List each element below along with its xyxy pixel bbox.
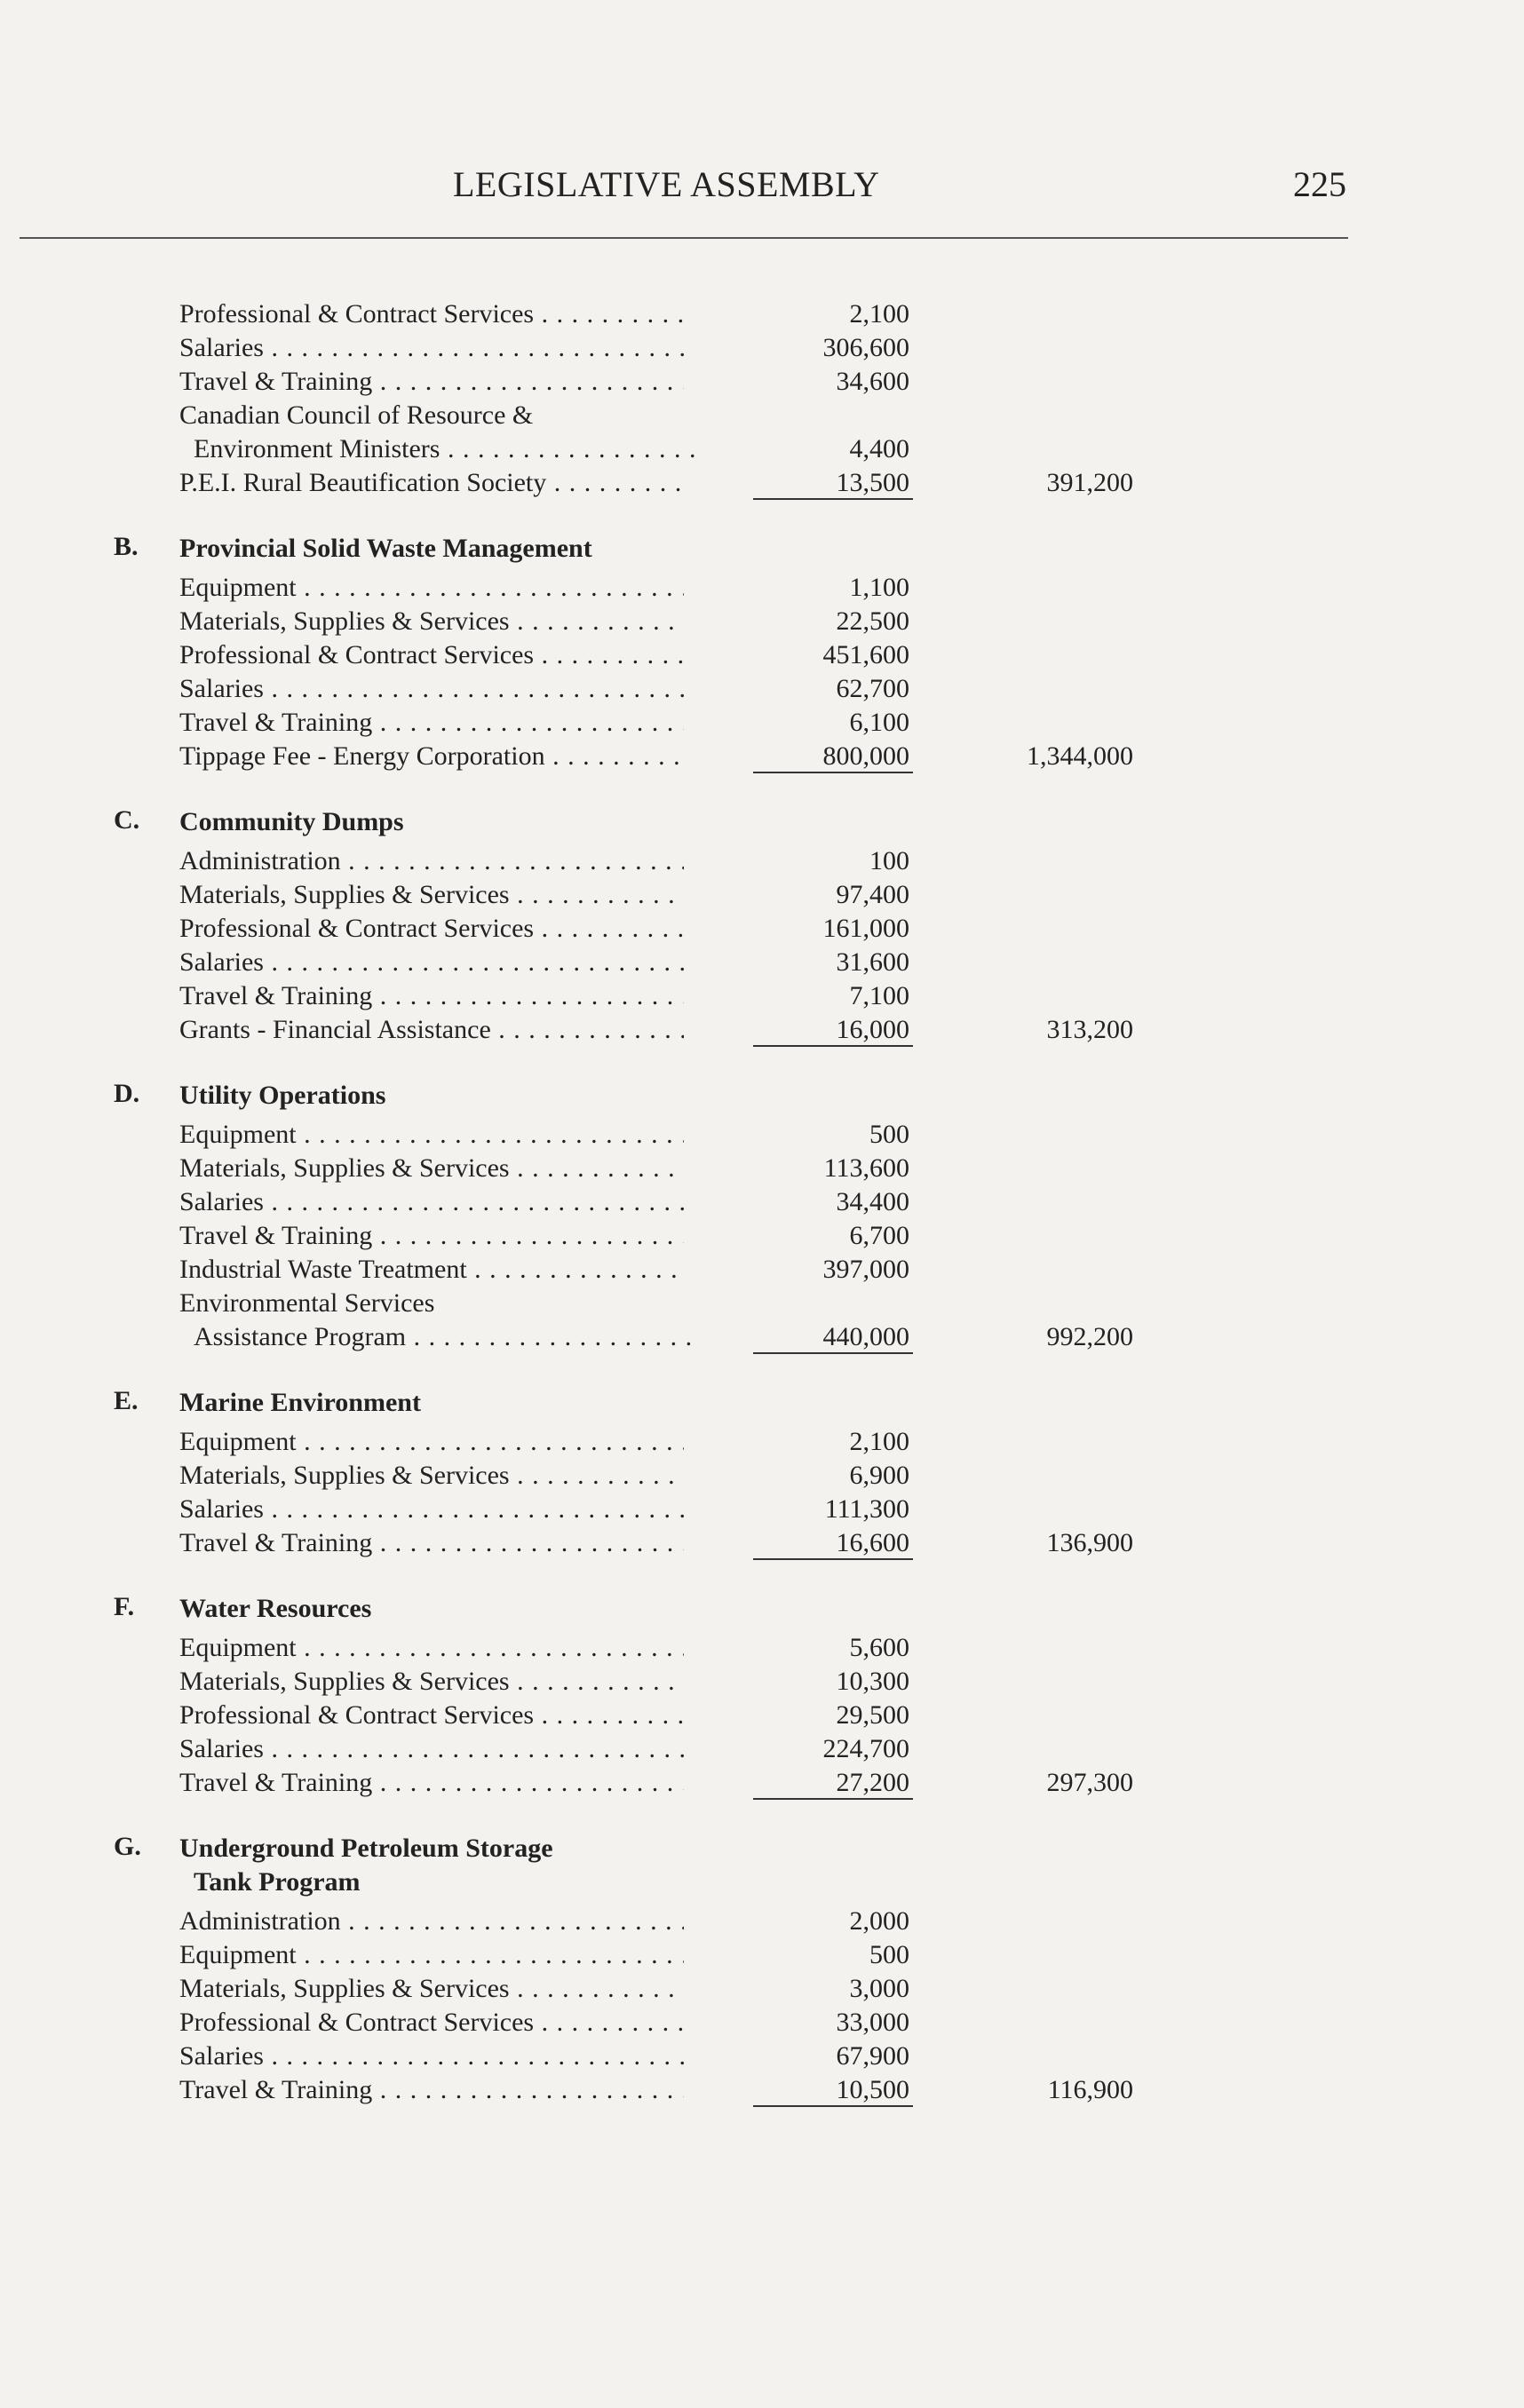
line-item [0,979,1524,1013]
budget-section [0,1386,1524,1592]
line-item [0,365,1524,399]
line-item [0,1493,1524,1526]
section-letter: D. [114,1079,140,1108]
line-item-label: Environment Ministers . . . [194,432,698,466]
section-heading [0,1386,1524,1420]
budget-section [0,1592,1524,1832]
line-item-amount: 7,100 [849,981,909,1010]
line-item-label: Materials, Supplies & Services . . . [179,1459,684,1493]
line-item [0,1219,1524,1253]
line-item-amount: 34,400 [836,1187,909,1216]
line-item [0,1152,1524,1185]
line-item [0,331,1524,365]
line-item [0,1118,1524,1152]
line-item-amount: 29,500 [836,1700,909,1730]
line-item-label: Travel & Training . . . [179,1766,684,1800]
line-item-amount: 224,700 [822,1734,909,1763]
line-item-label: Professional & Contract Services . . . [179,912,684,946]
section-title: Community Dumps [179,807,404,836]
line-item-amount: 27,200 [836,1768,909,1797]
line-item-label: Administration . . . [179,844,684,878]
line-item-amount: 13,500 [836,468,909,497]
line-item-amount: 800,000 [822,741,909,771]
line-item-label: Materials, Supplies & Services . . . [179,1972,684,2006]
line-item [0,1013,1524,1047]
line-item-amount: 6,100 [849,708,909,737]
line-item [0,2040,1524,2073]
line-item-label: Travel & Training . . . [179,1219,684,1253]
line-item [0,638,1524,672]
section-heading [0,1592,1524,1626]
line-item-amount: 440,000 [822,1322,909,1351]
line-item-label: Canadian Council of Resource & [179,400,534,430]
line-item-amount: 113,600 [823,1153,909,1183]
section-heading [0,1832,1524,1865]
section-total: 992,200 [1046,1322,1133,1351]
line-item [0,571,1524,605]
line-item-label: Environmental Services [179,1288,435,1318]
budget-section [0,805,1524,1079]
subtotal-rule [753,1558,913,1560]
line-item [0,1732,1524,1766]
line-item [0,706,1524,740]
line-item [0,1766,1524,1800]
line-item-label: Materials, Supplies & Services . . . [179,878,684,912]
budget-section [0,532,1524,805]
line-item-label: Equipment . . . [179,1631,684,1665]
line-item [0,912,1524,946]
line-item-label: Salaries . . . [179,946,684,979]
line-item-amount: 161,000 [822,914,909,943]
section-title-line2: Tank Program [194,1867,361,1897]
section-letter: C. [114,805,140,835]
section-letter: E. [114,1386,139,1415]
line-item-amount: 10,500 [836,2075,909,2104]
line-item-label: Professional & Contract Services . . . [179,638,684,672]
line-item-label: Materials, Supplies & Services . . . [179,1152,684,1185]
line-item [0,2006,1524,2040]
line-item-amount: 2,100 [849,1427,909,1456]
line-item-label: Salaries . . . [179,1732,684,1766]
line-item [0,1699,1524,1732]
line-item-label: Salaries . . . [179,1185,684,1219]
line-item-label: Equipment . . . [179,1425,684,1459]
section-letter: B. [114,532,139,561]
line-item-label: Grants - Financial Assistance . . . [179,1013,684,1047]
line-item-amount: 31,600 [836,947,909,977]
line-item [0,432,1524,466]
line-item [0,1938,1524,1972]
section-total: 313,200 [1046,1015,1133,1044]
section-letter: F. [114,1592,135,1621]
line-item [0,740,1524,773]
line-item-amount: 33,000 [836,2008,909,2037]
line-item-amount: 397,000 [822,1255,909,1284]
line-item [0,605,1524,638]
line-item-label: Travel & Training . . . [179,1526,684,1560]
section-title: Water Resources [179,1594,372,1623]
line-item-label: Equipment . . . [179,571,684,605]
line-item [0,1425,1524,1459]
header-rule [20,237,1348,239]
line-item-amount: 306,600 [822,333,909,362]
line-item [0,1526,1524,1560]
line-item-amount: 16,600 [836,1528,909,1557]
budget-listing [0,297,1524,2139]
subtotal-rule [753,772,913,773]
section-title: Marine Environment [179,1388,421,1417]
line-item-label: Administration . . . [179,1905,684,1938]
line-item [0,946,1524,979]
line-item-amount: 97,400 [836,880,909,909]
line-item-amount: 3,000 [849,1974,909,2003]
line-item-label: P.E.I. Rural Beautification Society . . . [179,466,684,500]
section-heading [0,1079,1524,1113]
line-item-amount: 2,000 [849,1906,909,1936]
line-item-label: Travel & Training . . . [179,2073,684,2107]
line-item-label: Tippage Fee - Energy Corporation . . . [179,740,684,773]
line-item [0,844,1524,878]
line-item [0,1905,1524,1938]
line-item [0,1320,1524,1354]
section-title: Provincial Solid Waste Management [179,534,592,563]
line-item-amount: 500 [869,1940,909,1969]
subtotal-rule [753,498,913,500]
subtotal-rule [753,1352,913,1354]
section-total: 116,900 [1047,2075,1133,2104]
line-item-amount: 22,500 [836,606,909,636]
line-item-amount: 4,400 [849,434,909,463]
line-item [0,1972,1524,2006]
line-item-label: Salaries . . . [179,1493,684,1526]
section-heading-continued [0,1865,1524,1899]
line-item-amount: 67,900 [836,2041,909,2071]
section-total: 1,344,000 [1027,741,1133,771]
line-item [0,878,1524,912]
line-item [0,1253,1524,1287]
line-item [0,1287,1524,1320]
line-item-label: Industrial Waste Treatment . . . [179,1253,684,1287]
line-item-label: Professional & Contract Services . . . [179,297,684,331]
line-item [0,297,1524,331]
line-item [0,2073,1524,2107]
budget-section [0,1832,1524,2139]
line-item [0,466,1524,500]
section-letter: G. [114,1832,141,1861]
line-item-label: Salaries . . . [179,672,684,706]
line-item-amount: 1,100 [849,573,909,602]
section-title: Utility Operations [179,1081,386,1110]
line-item [0,399,1524,432]
line-item-label: Professional & Contract Services . . . [179,2006,684,2040]
section-title: Underground Petroleum Storage [179,1834,553,1863]
line-item-amount: 6,700 [849,1221,909,1250]
line-item-amount: 62,700 [836,674,909,703]
line-item [0,1459,1524,1493]
line-item-label: Salaries . . . [179,2040,684,2073]
line-item-label: Travel & Training . . . [179,979,684,1013]
line-item-label: Equipment . . . [179,1118,684,1152]
line-item-label: Travel & Training . . . [179,365,684,399]
page-number: 225 [1293,164,1346,204]
line-item-label: Professional & Contract Services . . . [179,1699,684,1732]
section-total: 297,300 [1046,1768,1133,1797]
line-item-label: Materials, Supplies & Services . . . [179,1665,684,1699]
section-heading [0,805,1524,839]
line-item-amount: 6,900 [849,1461,909,1490]
line-item-label: Equipment . . . [179,1938,684,1972]
page-header [0,163,1524,217]
line-item [0,1185,1524,1219]
line-item-label: Salaries . . . [179,331,684,365]
line-item-label: Travel & Training . . . [179,706,684,740]
line-item-label: Materials, Supplies & Services . . . [179,605,684,638]
line-item-amount: 34,600 [836,367,909,396]
line-item-amount: 5,600 [849,1633,909,1662]
line-item-amount: 111,300 [824,1494,909,1524]
line-item-amount: 2,100 [849,299,909,329]
line-item [0,1665,1524,1699]
line-item-amount: 451,600 [822,640,909,669]
line-item-amount: 500 [869,1120,909,1149]
subtotal-rule [753,1798,913,1800]
section-total: 136,900 [1046,1528,1133,1557]
line-item-amount: 10,300 [836,1667,909,1696]
subtotal-rule [753,1045,913,1047]
line-item [0,1631,1524,1665]
line-item-label: Assistance Program . . . [194,1320,698,1354]
section-heading [0,532,1524,566]
section-total: 391,200 [1046,468,1133,497]
line-item-amount: 16,000 [836,1015,909,1044]
line-item-amount: 100 [869,846,909,875]
page-title: LEGISLATIVE ASSEMBLY [453,164,880,204]
line-item [0,672,1524,706]
subtotal-rule [753,2105,913,2107]
budget-section [0,1079,1524,1386]
budget-section [0,297,1524,532]
